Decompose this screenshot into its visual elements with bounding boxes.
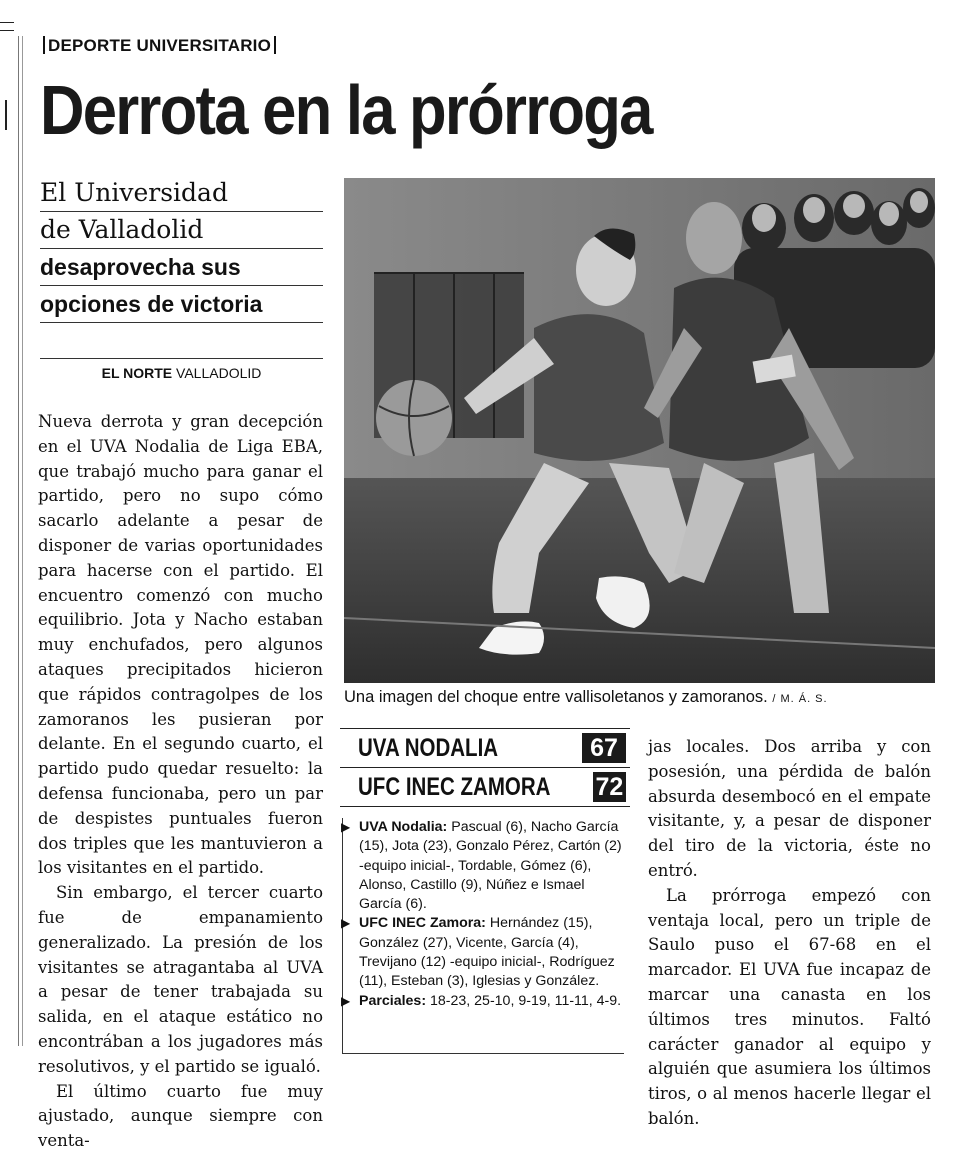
basketball-players-image [344, 178, 935, 683]
box-score-label: Parciales: [359, 992, 427, 1009]
body-paragraph: El último cuarto fue muy ajustado, aunque siempre con venta- [38, 1081, 323, 1151]
home-team-score: 67 [582, 733, 626, 763]
byline [40, 358, 323, 381]
caption-text: Una imagen del choque entre vallisoletanos y zamoranos. [344, 688, 768, 706]
body-column-right [648, 735, 931, 1132]
score-row-away [340, 767, 630, 807]
box-score-label: UFC INEC Zamora: [359, 915, 486, 932]
subheadline [40, 175, 323, 323]
photo-caption [344, 688, 944, 707]
box-score-entry [341, 914, 624, 991]
away-team-score: 72 [593, 772, 626, 802]
body-paragraph: La prórroga empezó con ventaja local, pero un triple de Saulo puso el 67-68 en el marcador. El UVA fue incapaz de marcar una canasta en los últimos tres minutos. Faltó carácter ganador al equipo y alguién que asumiera los últimos tiros, o al menos hacerle llegar el balón. [648, 885, 931, 1128]
section-text: DEPORTE UNIVERSITARIO [48, 36, 272, 55]
margin-rule [0, 30, 14, 31]
bullet-arrow-icon: ▶ [341, 993, 351, 1008]
byline-outlet: EL NORTE [101, 365, 173, 381]
subheadline-line: opciones de victoria [40, 286, 323, 323]
body-paragraph: Sin embargo, el tercer cuarto fue de empanamiento generalizado. La presión de los visitantes se atragantaba al UVA a pesar de tener trabajada su salida, en el ataque estático no encontrában a los jugadores más resolutivos, y el partido se igualó. [38, 883, 323, 1076]
section-label [40, 36, 279, 56]
photo-credit: / M. Á. S. [772, 693, 828, 705]
margin-rule [0, 22, 14, 23]
body-paragraph: jas locales. Dos arriba y con posesión, una pérdida de balón absurda desembocó en el empate visitante, y, a pesar de disponer del tiro de la victoria, éste no entró. [648, 737, 931, 880]
subheadline-line: El Universidad [40, 175, 323, 212]
away-team-name: UFC INEC ZAMORA [358, 772, 551, 801]
headline: Derrota en la prórroga [40, 71, 652, 149]
section-bar [43, 36, 45, 54]
box-score-text: 18-23, 25-10, 9-19, 11-11, 4-9. [426, 992, 622, 1009]
box-score-entry [341, 818, 624, 914]
subheadline-line: desaprovecha sus [40, 249, 323, 286]
margin-rule [22, 36, 23, 1046]
match-photo [344, 178, 935, 683]
margin-rule [18, 36, 19, 1046]
body-column-left [38, 410, 323, 1154]
subheadline-line: de Valladolid [40, 212, 323, 249]
box-score-text: Hernández (15), González (27), Vicente, García (4), Trevijano (12) -equipo inicial-, Rodríguez (11), Esteban (3), Iglesias y González. [359, 915, 615, 990]
score-row-home [340, 728, 630, 767]
byline-city: VALLADOLID [176, 365, 262, 381]
box-score [342, 818, 624, 1054]
box-score-label: UVA Nodalia: [359, 819, 448, 835]
home-team-name: UVA NODALIA [358, 733, 499, 762]
bullet-arrow-icon: ▶ [341, 820, 351, 834]
bullet-arrow-icon: ▶ [341, 916, 351, 931]
margin-mark [5, 100, 7, 130]
section-bar [274, 36, 276, 54]
scoreboard [340, 728, 630, 807]
body-paragraph: Nueva derrota y gran decepción en el UVA Nodalia de Liga EBA, que trabajó mucho para ganar el partido, pero no supo cómo sacarlo adelante a pesar de disponer de varias oportunidades para hacerse con el partido. El encuentro comenzó con mucho equilibrio. Jota y Nacho estaban muy enchufados, pero algunos ataques precipitados hicieron que rápidos contragolpes de los zamoranos les pusieran por delante. En el segundo cuarto, el partido pudo quedar resuelto: la defensa funcionaba, pero un par de despistes puntuales fueron dos triples que les mantuvieron a los visitantes en el partido. [38, 412, 323, 878]
box-score-entry [341, 992, 624, 1011]
box-score-text: Pascual (6), Nacho García (15), Jota (23), Gonzalo Pérez, Cartón (2) -equipo inicial-, Tordable, Gómez (6), Alonso, Castillo (9), Núñez e Ismael García (6). [359, 819, 622, 913]
